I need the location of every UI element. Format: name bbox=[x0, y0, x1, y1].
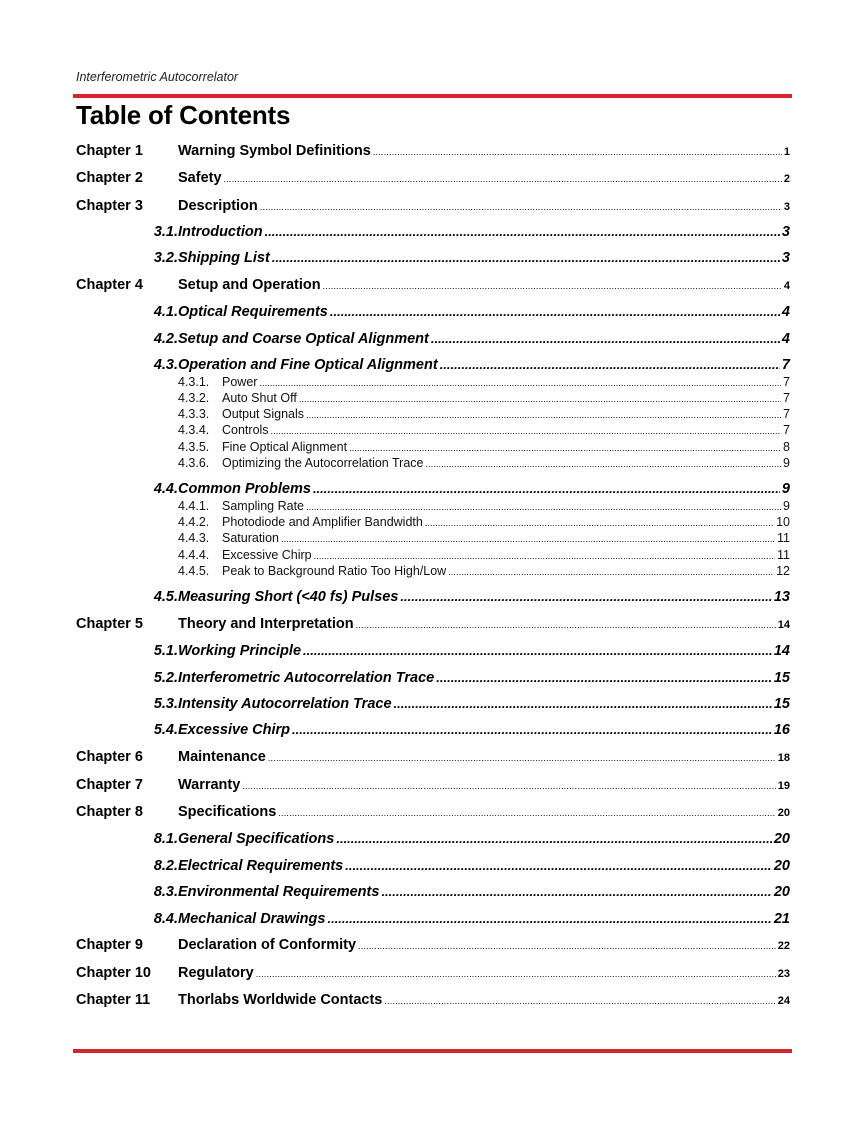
toc-entry-chapter[interactable] bbox=[76, 965, 790, 981]
toc-entry-page: 9 bbox=[783, 499, 790, 513]
toc-entry-page: 22 bbox=[777, 940, 790, 952]
toc-entry-sub[interactable] bbox=[178, 531, 790, 545]
toc-entry-page: 20 bbox=[773, 831, 790, 847]
toc-entry-title: Auto Shut Off bbox=[222, 391, 297, 405]
toc-entry-section[interactable] bbox=[76, 670, 790, 686]
toc-entry-title: Warning Symbol Definitions bbox=[178, 143, 371, 159]
footer-rule bbox=[73, 1049, 792, 1053]
toc-entry-page: 14 bbox=[777, 619, 790, 631]
toc-entry-number: Chapter 5 bbox=[76, 616, 143, 632]
toc-entry-number: 4.4.1. bbox=[178, 499, 210, 513]
toc-entry-title: Optical Requirements bbox=[178, 304, 328, 320]
toc-entry-page: 4 bbox=[783, 280, 790, 292]
toc-entry-number: Chapter 11 bbox=[76, 992, 151, 1008]
toc-entry-number: 4.3.4. bbox=[178, 423, 210, 437]
toc-entry-number: Chapter 8 bbox=[76, 804, 143, 820]
toc-entry-title: Description bbox=[178, 198, 258, 214]
toc-entry-number: 4.4.5. bbox=[178, 564, 210, 578]
toc-entry-number: Chapter 4 bbox=[76, 277, 143, 293]
dot-leader bbox=[440, 357, 780, 372]
dot-leader bbox=[394, 696, 772, 711]
dot-leader bbox=[306, 410, 781, 420]
toc-entry-title: Setup and Coarse Optical Alignment bbox=[178, 331, 429, 347]
dot-leader bbox=[260, 202, 782, 212]
toc-entry-title: Environmental Requirements bbox=[178, 884, 380, 900]
toc-entry-number: 4.3.1. bbox=[178, 375, 210, 389]
toc-entry-title: Introduction bbox=[178, 224, 263, 240]
toc-entry-sub[interactable] bbox=[178, 456, 790, 470]
dot-leader bbox=[224, 174, 782, 184]
toc-entry-number: Chapter 1 bbox=[76, 143, 143, 159]
dot-leader bbox=[384, 996, 775, 1006]
toc-entry-sub[interactable] bbox=[178, 499, 790, 513]
dot-leader bbox=[345, 858, 772, 873]
dot-leader bbox=[268, 753, 776, 763]
toc-entry-title: Excessive Chirp bbox=[178, 722, 291, 738]
toc-entry-number: 8.4. bbox=[153, 911, 178, 927]
toc-entry-page: 4 bbox=[781, 304, 790, 320]
toc-entry-page: 13 bbox=[773, 589, 790, 605]
toc-entry-chapter[interactable] bbox=[76, 992, 790, 1008]
dot-leader bbox=[358, 941, 776, 951]
toc-entry-sub[interactable] bbox=[178, 515, 790, 529]
toc-entry-page: 20 bbox=[777, 807, 790, 819]
dot-leader bbox=[265, 224, 780, 239]
toc-entry-number: 5.4. bbox=[153, 722, 178, 738]
toc-entry-title: Peak to Background Ratio Too High/Low bbox=[222, 564, 447, 578]
toc-entry-section[interactable] bbox=[76, 481, 790, 497]
toc-entry-section[interactable] bbox=[76, 250, 790, 266]
toc-entry-number: 3.1. bbox=[153, 224, 178, 240]
dot-leader bbox=[349, 443, 781, 453]
dot-leader bbox=[426, 459, 782, 469]
toc-entry-section[interactable] bbox=[76, 884, 790, 900]
toc-entry-number: Chapter 3 bbox=[76, 198, 143, 214]
toc-entry-sub[interactable] bbox=[178, 440, 790, 454]
toc-entry-page: 15 bbox=[773, 670, 790, 686]
toc-entry-page: 3 bbox=[781, 224, 790, 240]
dot-leader bbox=[425, 518, 774, 528]
toc-entry-sub[interactable] bbox=[178, 423, 790, 437]
toc-entry-number: 8.1. bbox=[153, 831, 178, 847]
toc-entry-title: Operation and Fine Optical Alignment bbox=[178, 357, 438, 373]
toc-entry-section[interactable] bbox=[76, 831, 790, 847]
toc-entry-chapter[interactable] bbox=[76, 170, 790, 186]
toc-entry-page: 7 bbox=[783, 375, 790, 389]
toc-entry-number: 4.2. bbox=[153, 331, 178, 347]
toc-entry-title: Sampling Rate bbox=[222, 499, 304, 513]
dot-leader bbox=[278, 808, 775, 818]
dot-leader bbox=[373, 147, 782, 157]
dot-leader bbox=[436, 670, 772, 685]
toc-entry-sub[interactable] bbox=[178, 564, 790, 578]
dot-leader bbox=[259, 378, 781, 388]
dot-leader bbox=[336, 831, 772, 846]
dot-leader bbox=[356, 620, 776, 630]
toc-entry-title: Electrical Requirements bbox=[178, 858, 344, 874]
toc-entry-title: Controls bbox=[222, 423, 269, 437]
toc-entry-number: Chapter 2 bbox=[76, 170, 143, 186]
toc-entry-chapter[interactable] bbox=[76, 277, 790, 293]
toc-entry-number: 4.4.4. bbox=[178, 548, 210, 562]
toc-entry-sub[interactable] bbox=[178, 407, 790, 421]
toc-entry-number: 4.4. bbox=[153, 481, 178, 497]
toc-entry-section[interactable] bbox=[76, 722, 790, 738]
toc-entry-title: Theory and Interpretation bbox=[178, 616, 354, 632]
toc-entry-title: Photodiode and Amplifier Bandwidth bbox=[222, 515, 423, 529]
toc-entry-number: Chapter 9 bbox=[76, 937, 143, 953]
toc-entry-title: Thorlabs Worldwide Contacts bbox=[178, 992, 383, 1008]
toc-entry-page: 7 bbox=[783, 407, 790, 421]
dot-leader bbox=[242, 781, 775, 791]
toc-entry-page: 3 bbox=[781, 250, 790, 266]
toc-entry-page: 9 bbox=[781, 481, 790, 497]
toc-entry-section[interactable] bbox=[76, 643, 790, 659]
toc-entry-page: 4 bbox=[781, 331, 790, 347]
toc-entry-page: 21 bbox=[773, 911, 790, 927]
toc-entry-chapter[interactable] bbox=[76, 749, 790, 765]
dot-leader bbox=[271, 426, 782, 436]
toc-entry-title: Working Principle bbox=[178, 643, 302, 659]
dot-leader bbox=[431, 331, 780, 346]
toc-entry-number: 4.3. bbox=[153, 357, 178, 373]
page-title: Table of Contents bbox=[76, 100, 291, 130]
toc-entry-title: Declaration of Conformity bbox=[178, 937, 357, 953]
toc-entry-section[interactable] bbox=[76, 589, 790, 605]
toc-entry-page: 8 bbox=[783, 440, 790, 454]
toc-entry-title: Maintenance bbox=[178, 749, 266, 765]
toc-entry-page: 19 bbox=[777, 780, 790, 792]
toc-entry-number: 4.3.2. bbox=[178, 391, 210, 405]
toc-entry-page: 11 bbox=[777, 531, 790, 545]
toc-entry-title: Setup and Operation bbox=[178, 277, 321, 293]
toc-entry-title: Excessive Chirp bbox=[222, 548, 312, 562]
toc-entry-number: 4.5. bbox=[153, 589, 178, 605]
toc-entry-page: 24 bbox=[777, 995, 790, 1007]
dot-leader bbox=[323, 281, 782, 291]
dot-leader bbox=[292, 722, 772, 737]
toc-entry-chapter[interactable] bbox=[76, 777, 790, 793]
running-header: Interferometric Autocorrelator bbox=[76, 70, 239, 84]
toc-entry-title: Specifications bbox=[178, 804, 277, 820]
toc-entry-number: 8.2. bbox=[153, 858, 178, 874]
toc-entry-section[interactable] bbox=[76, 696, 790, 712]
toc-entry-title: Optimizing the Autocorrelation Trace bbox=[222, 456, 424, 470]
toc-entry-chapter[interactable] bbox=[76, 937, 790, 953]
toc-entry-title: Warranty bbox=[178, 777, 241, 793]
toc-entry-page: 20 bbox=[773, 858, 790, 874]
toc-entry-number: 3.2. bbox=[153, 250, 178, 266]
toc-entry-page: 7 bbox=[783, 423, 790, 437]
toc-entry-number: 5.3. bbox=[153, 696, 178, 712]
toc-entry-sub[interactable] bbox=[178, 548, 790, 562]
toc-entry-number: Chapter 7 bbox=[76, 777, 143, 793]
dot-leader bbox=[330, 304, 780, 319]
toc-entry-number: 4.1. bbox=[153, 304, 178, 320]
toc-entry-sub[interactable] bbox=[178, 391, 790, 405]
toc-entry-section[interactable] bbox=[76, 357, 790, 373]
toc-entry-title: Regulatory bbox=[178, 965, 254, 981]
toc-entry-title: Power bbox=[222, 375, 258, 389]
toc-entry-page: 11 bbox=[777, 548, 790, 562]
toc-entry-sub[interactable] bbox=[178, 375, 790, 389]
table-of-contents bbox=[76, 0, 790, 1122]
toc-entry-chapter[interactable] bbox=[76, 198, 790, 214]
toc-entry-page: 12 bbox=[776, 564, 790, 578]
dot-leader bbox=[327, 911, 771, 926]
toc-entry-title: General Specifications bbox=[178, 831, 335, 847]
toc-entry-page: 14 bbox=[773, 643, 790, 659]
toc-entry-page: 1 bbox=[783, 146, 790, 158]
toc-entry-page: 3 bbox=[783, 201, 790, 213]
toc-entry-title: Intensity Autocorrelation Trace bbox=[178, 696, 392, 712]
toc-entry-section[interactable] bbox=[76, 304, 790, 320]
dot-leader bbox=[313, 481, 780, 496]
dot-leader bbox=[314, 551, 775, 561]
toc-entry-number: 5.1. bbox=[153, 643, 178, 659]
toc-entry-title: Shipping List bbox=[178, 250, 270, 266]
dot-leader bbox=[303, 643, 772, 658]
toc-entry-chapter[interactable] bbox=[76, 804, 790, 820]
toc-entry-section[interactable] bbox=[76, 858, 790, 874]
toc-entry-title: Fine Optical Alignment bbox=[222, 440, 348, 454]
toc-entry-chapter[interactable] bbox=[76, 616, 790, 632]
toc-entry-section[interactable] bbox=[76, 331, 790, 347]
toc-entry-title: Interferometric Autocorrelation Trace bbox=[178, 670, 435, 686]
toc-entry-number: 4.3.5. bbox=[178, 440, 210, 454]
toc-entry-chapter[interactable] bbox=[76, 143, 790, 159]
dot-leader bbox=[381, 884, 771, 899]
toc-entry-page: 16 bbox=[773, 722, 790, 738]
toc-entry-number: 4.3.3. bbox=[178, 407, 210, 421]
toc-entry-number: Chapter 6 bbox=[76, 749, 143, 765]
dot-leader bbox=[272, 250, 780, 265]
dot-leader bbox=[400, 589, 771, 604]
toc-entry-title: Output Signals bbox=[222, 407, 304, 421]
toc-entry-title: Measuring Short (<40 fs) Pulses bbox=[178, 589, 399, 605]
toc-entry-page: 7 bbox=[783, 391, 790, 405]
toc-entry-section[interactable] bbox=[76, 911, 790, 927]
toc-entry-page: 2 bbox=[783, 173, 790, 185]
toc-entry-number: Chapter 10 bbox=[76, 965, 151, 981]
toc-entry-page: 9 bbox=[783, 456, 790, 470]
toc-entry-page: 20 bbox=[773, 884, 790, 900]
toc-entry-page: 18 bbox=[777, 752, 790, 764]
toc-entry-section[interactable] bbox=[76, 224, 790, 240]
dot-leader bbox=[299, 394, 781, 404]
toc-entry-page: 15 bbox=[773, 696, 790, 712]
dot-leader bbox=[306, 502, 781, 512]
toc-entry-page: 7 bbox=[781, 357, 790, 373]
toc-entry-number: 5.2. bbox=[153, 670, 178, 686]
toc-entry-title: Saturation bbox=[222, 531, 279, 545]
toc-entry-number: 4.3.6. bbox=[178, 456, 210, 470]
toc-entry-number: 4.4.2. bbox=[178, 515, 210, 529]
toc-entry-page: 23 bbox=[777, 968, 790, 980]
dot-leader bbox=[448, 567, 774, 577]
toc-entry-page: 10 bbox=[776, 515, 790, 529]
toc-entry-number: 4.4.3. bbox=[178, 531, 210, 545]
toc-entry-title: Common Problems bbox=[178, 481, 311, 497]
dot-leader bbox=[256, 969, 776, 979]
toc-entry-number: 8.3. bbox=[153, 884, 178, 900]
dot-leader bbox=[281, 534, 775, 544]
toc-entry-title: Mechanical Drawings bbox=[178, 911, 326, 927]
toc-entry-title: Safety bbox=[178, 170, 222, 186]
